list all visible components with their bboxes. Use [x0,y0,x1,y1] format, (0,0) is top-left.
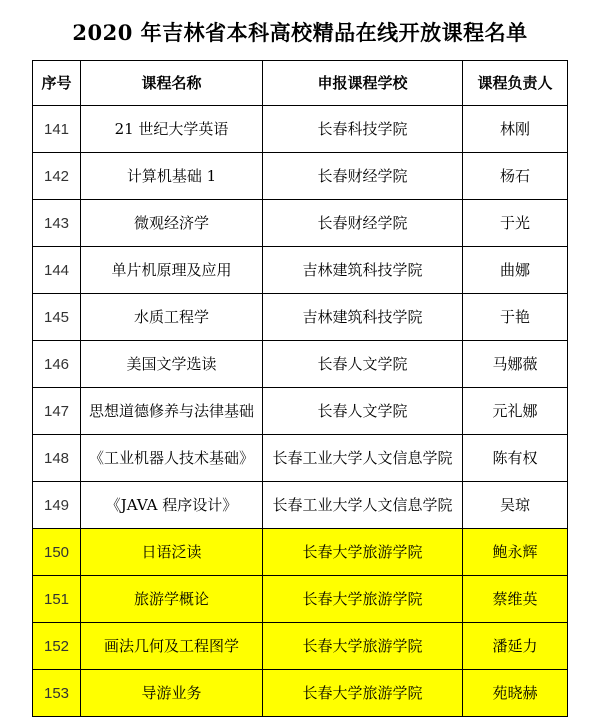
cell-course-lead: 陈有权 [463,435,568,482]
cell-course-lead: 蔡维英 [463,576,568,623]
cell-course-lead: 潘延力 [463,623,568,670]
cell-number: 144 [33,247,81,294]
cell-number: 145 [33,294,81,341]
cell-number: 148 [33,435,81,482]
cell-course-lead: 林刚 [463,106,568,153]
cell-course-lead: 曲娜 [463,247,568,294]
cell-school: 长春财经学院 [263,153,463,200]
cell-course-name: 美国文学选读 [81,341,263,388]
header-school: 申报课程学校 [263,61,463,106]
cell-school: 长春工业大学人文信息学院 [263,435,463,482]
cell-course-name: 《工业机器人技术基础》 [81,435,263,482]
cell-course-name: 微观经济学 [81,200,263,247]
cell-school: 长春人文学院 [263,341,463,388]
table-row [33,388,568,435]
cell-school: 长春人文学院 [263,388,463,435]
cell-course-name: 旅游学概论 [81,576,263,623]
cell-course-name: 《JAVA 程序设计》 [81,482,263,529]
cell-course-lead: 元礼娜 [463,388,568,435]
table-row [33,200,568,247]
table-row [33,247,568,294]
table-body [33,106,568,717]
cell-school: 长春财经学院 [263,200,463,247]
cell-course-lead: 苑晓赫 [463,670,568,717]
header-course-name: 课程名称 [81,61,263,106]
cell-school: 长春科技学院 [263,106,463,153]
cell-course-name: 日语泛读 [81,529,263,576]
cell-number: 150 [33,529,81,576]
table-row [33,341,568,388]
table-header-row [33,61,568,106]
course-table [32,60,568,717]
cell-school: 长春大学旅游学院 [263,670,463,717]
cell-course-lead: 于艳 [463,294,568,341]
cell-school: 长春大学旅游学院 [263,623,463,670]
cell-course-name: 画法几何及工程图学 [81,623,263,670]
cell-course-lead: 于光 [463,200,568,247]
table-row [33,529,568,576]
cell-number: 146 [33,341,81,388]
cell-number: 141 [33,106,81,153]
cell-course-lead: 吴琼 [463,482,568,529]
table-row [33,294,568,341]
cell-school: 长春大学旅游学院 [263,576,463,623]
table-row [33,482,568,529]
table-row [33,153,568,200]
cell-course-lead: 马娜薇 [463,341,568,388]
cell-course-lead: 鲍永辉 [463,529,568,576]
cell-course-name: 计算机基础 1 [81,153,263,200]
cell-number: 149 [33,482,81,529]
cell-number: 151 [33,576,81,623]
cell-course-name: 单片机原理及应用 [81,247,263,294]
table-row [33,106,568,153]
table-row [33,435,568,482]
cell-course-name: 导游业务 [81,670,263,717]
cell-course-name: 水质工程学 [81,294,263,341]
header-number: 序号 [33,61,81,106]
cell-number: 142 [33,153,81,200]
cell-school: 长春大学旅游学院 [263,529,463,576]
cell-course-name: 思想道德修养与法律基础 [81,388,263,435]
cell-course-lead: 杨石 [463,153,568,200]
cell-school: 吉林建筑科技学院 [263,247,463,294]
cell-number: 153 [33,670,81,717]
table-row [33,576,568,623]
cell-course-name: 21 世纪大学英语 [81,106,263,153]
cell-number: 152 [33,623,81,670]
cell-number: 147 [33,388,81,435]
page-title: 2020 年吉林省本科高校精品在线开放课程名单 [72,20,528,45]
cell-number: 143 [33,200,81,247]
cell-school: 吉林建筑科技学院 [263,294,463,341]
header-course-lead: 课程负责人 [463,61,568,106]
cell-school: 长春工业大学人文信息学院 [263,482,463,529]
table-row [33,623,568,670]
table-row [33,670,568,717]
